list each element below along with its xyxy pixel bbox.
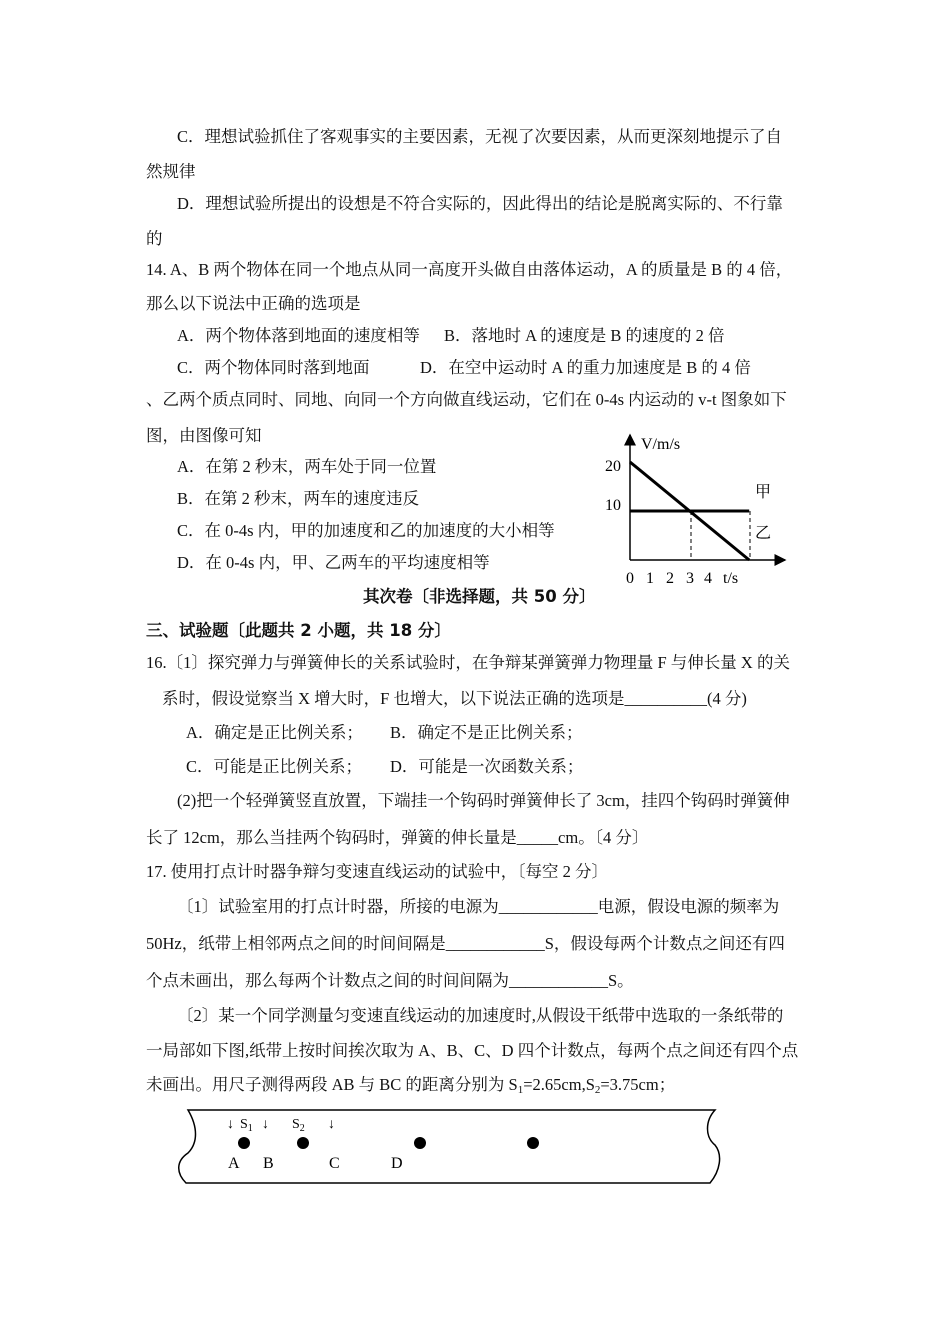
q16-option-c: C．可能是正比例关系； [186,757,363,776]
y-axis-label: V/m/s [641,436,681,453]
q13-option-c-line1: C．理想试验抓住了客观事实的主要因素，无视了次要因素，从而更深刻地提示了自 [177,127,783,146]
q15-option-c: C．在 0-4s 内，甲的加速度和乙的加速度的大小相等 [177,521,555,540]
q13-option-d-line2: 的 [146,229,163,248]
q16-option-d: D．可能是一次函数关系； [390,757,584,776]
q13-option-d-line1: D．理想试验所提出的设想是不符合实际的，因此得出的结论是脱离实际的、不行靠 [177,194,783,213]
q16-part2-line1: (2)把一个轻弹簧竖直放置，下端挂一个钩码时弹簧伸长了 3cm，挂四个钩码时弹簧伸 [177,791,790,810]
q14-option-c: C．两个物体同时落到地面 [177,358,370,377]
q15-option-b: B．在第 2 秒末，两车的速度违反 [177,489,420,508]
s2-label: $S_2$ [292,1117,305,1134]
series-label-jia: 甲 [755,484,772,501]
q15-stem-line1: 、乙两个质点同时、同地、向同一个方向做直线运动，它们在 0-4s 内运动的 v-t 图象如下 [146,390,787,409]
q16-part1-line2: 系时，假设觉察当 X 增大时，F 也增大，以下说法正确的选项是__________(4 分) [162,689,747,708]
paper-tape-diagram [170,1105,730,1190]
q16-option-b: B．确定不是正比例关系； [390,723,583,742]
arrow-2: ↓ [262,1117,269,1132]
q16-option-a: A．确定是正比例关系； [186,723,363,742]
point-label-d: D [391,1155,403,1172]
dot-c [297,1137,309,1149]
q16-part1-line1: 16.〔1〕探究弹力与弹簧伸长的关系试验时，在争辩某弹簧弹力物理量 F 与伸长量 X 的关 [146,653,790,672]
q14-stem-line1: 14. A、B 两个物体在同一个地点从同一高度开头做自由落体运动，A 的质量是 B 的 4 倍， [146,260,793,279]
point-label-b: B [263,1155,274,1172]
arrow-3: ↓ [328,1117,335,1132]
x-tick-4: 4 [704,570,712,587]
q14-option-b: B．落地时 A 的速度是 B 的速度的 2 倍 [444,326,725,345]
arrow-1: ↓ [227,1117,234,1132]
q17-part2-line1: 〔2〕某一个同学测量匀变速直线运动的加速度时,从假设干纸带中选取的一条纸带的 [177,1006,784,1025]
q15-stem-line2: 图，由图像可知 [146,426,262,445]
q15-option-a: A．在第 2 秒末，两车处于同一位置 [177,457,437,476]
point-label-c: C [329,1155,340,1172]
paper-tape-outline [179,1110,720,1183]
series-label-yi: 乙 [755,525,772,542]
x-tick-1: 1 [646,570,654,587]
part2-title: 其次卷〔非选择题，共 50 分〕 [363,587,596,606]
s1-label: $S_1$ [240,1117,253,1134]
dot-4 [527,1137,539,1149]
q17-stem: 17. 使用打点计时器争辩匀变速直线运动的试验中，〔每空 2 分〕 [146,862,608,881]
x-tick-2: 2 [666,570,674,587]
x-axis-label: t/s [723,570,739,587]
q17-part1-line2: 50Hz，纸带上相邻两点之间的时间间隔是____________S，假设每两个计数点之间还有四 [146,934,785,953]
q16-part2-line2: 长了 12cm，那么当挂两个钩码时，弹簧的伸长量是_____cm。〔4 分〕 [146,828,649,847]
q17-part2-line2: 一局部如下图,纸带上按时间挨次取为 A、B、C、D 四个计数点，每两个点之间还有四个点 [146,1041,799,1060]
vt-graph [595,425,805,595]
y-tick-20: 20 [605,458,621,475]
q17-part2-line3: 未画出。用尺子测得两段 AB 与 BC 的距离分别为 $S_1=2.65cm,S_2=3.75cm$； [146,1075,676,1096]
q13-option-c-line2: 然规律 [146,162,196,181]
q17-part1-line1: 〔1〕试验室用的打点计时器，所接的电源为____________电源，假设电源的频率为 [177,897,780,916]
x-tick-0: 0 [626,570,634,587]
q14-stem-line2: 那么以下说法中正确的选项是 [146,294,361,313]
q15-option-d: D．在 0-4s 内，甲、乙两车的平均速度相等 [177,553,490,572]
section3-title: 三、试验题〔此题共 2 小题，共 18 分〕 [146,621,451,640]
dot-a [238,1137,250,1149]
q14-option-d: D．在空中运动时 A 的重力加速度是 B 的 4 倍 [420,358,751,377]
x-tick-3: 3 [686,570,694,587]
q17-part1-line3: 个点未画出，那么每两个计数点之间的时间间隔为____________S。 [146,971,634,990]
dot-3 [414,1137,426,1149]
q14-option-a: A．两个物体落到地面的速度相等 [177,326,420,345]
y-tick-10: 10 [605,497,621,514]
point-label-a: A [228,1155,240,1172]
